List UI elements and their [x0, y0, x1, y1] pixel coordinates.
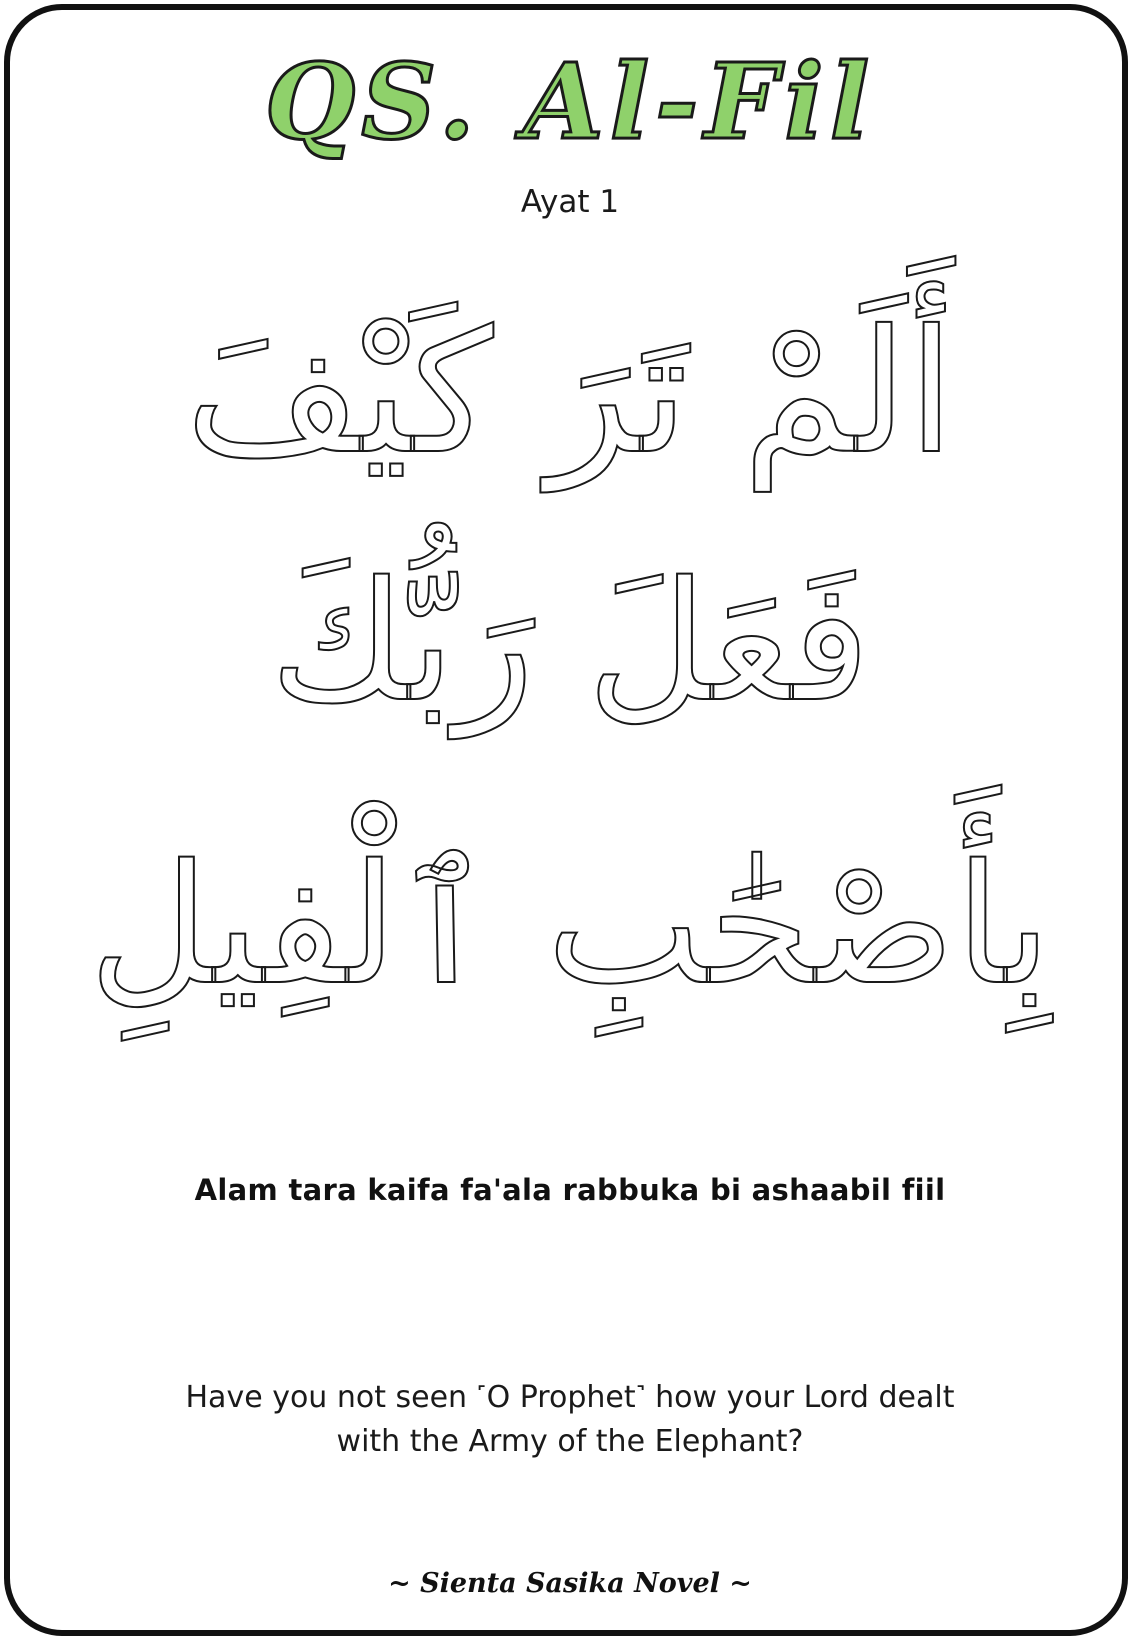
author-footer: ~ Sienta Sasika Novel ~ — [388, 1568, 752, 1599]
translation-line-1: Have you not seen ˹O Prophet˺ how your Lord dealt — [185, 1380, 955, 1415]
transliteration-text: Alam tara kaifa fa'ala rabbuka bi ashaabil fiil — [194, 1173, 946, 1207]
arabic-verse-line-2: فَعَلَ رَبُّكَ — [269, 546, 871, 738]
translation-line-2: with the Army of the Elephant? — [336, 1424, 804, 1459]
arabic-verse-line-1: أَلَمْ تَرَ كَيْفَ — [185, 294, 955, 492]
ayat-number: Ayat 1 — [520, 184, 620, 220]
translation-text — [100, 1376, 1040, 1464]
page-title: QS. Al-Fil — [264, 40, 876, 163]
arabic-verse-line-3: بِأَصْحَٰبِ ٱلْفِيلِ — [88, 829, 1052, 1021]
